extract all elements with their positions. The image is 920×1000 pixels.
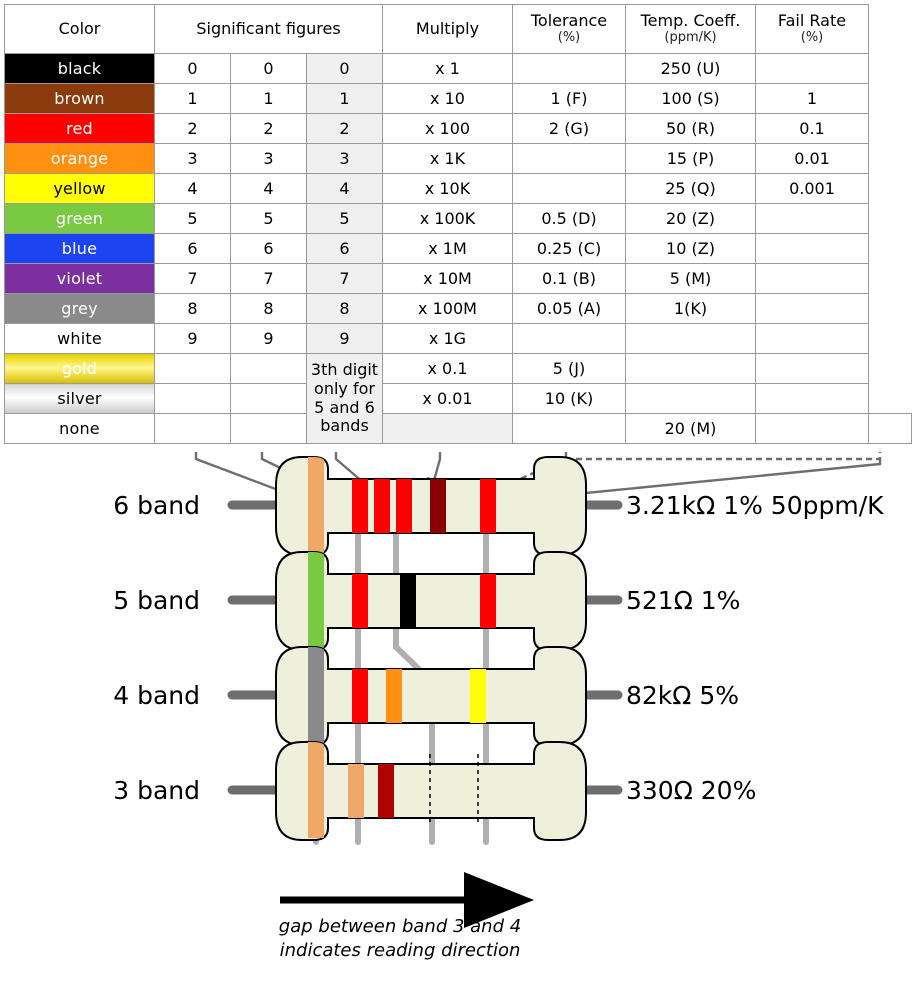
header-temp-coeff: Temp. Coeff. (ppm/K) [626,5,756,54]
resistor-diagram [0,452,920,1000]
digit-3-red: 2 [307,114,383,144]
digit-2-yellow: 4 [231,174,307,204]
temp-coeff-yellow: 25 (Q) [626,174,756,204]
multiply-red: x 100 [383,114,513,144]
color-label: gold [61,359,98,378]
header-temp-coeff-unit: (ppm/K) [664,29,717,45]
color-swatch-red [5,114,155,144]
digit-2-white: 9 [231,324,307,354]
color-swatch-grey [5,294,155,324]
resistor-value-label: 330Ω 20% [626,776,757,805]
color-label: violet [56,269,103,288]
digit-1-orange: 3 [155,144,231,174]
header-fail-rate-unit: (%) [800,29,824,45]
tolerance-yellow [513,174,626,204]
fail-rate-none [869,414,912,444]
fail-rate-violet [756,264,869,294]
multiply-gold: x 0.1 [383,354,513,384]
digit-3-green: 5 [307,204,383,234]
color-label: silver [57,389,102,408]
digit-2-grey: 8 [231,294,307,324]
resistor-value-label: 3.21kΩ 1% 50ppm/K [626,491,884,520]
multiply-grey: x 100M [383,294,513,324]
digit-1-grey: 8 [155,294,231,324]
table-row [5,414,912,444]
digit-2-none [231,414,307,444]
temp-coeff-silver [626,384,756,414]
digit-2-green: 5 [231,204,307,234]
tolerance-blue: 0.25 (C) [513,234,626,264]
color-swatch-green [5,204,155,234]
third-digit-note: 3th digit only for 5 and 6 bands [307,354,383,444]
caption-line-1: gap between band 3 and 4 [278,916,522,937]
resistor-band-count-label: 5 band [113,586,200,615]
digit-2-blue: 6 [231,234,307,264]
header-multiply: Multiply [383,5,513,54]
multiply-none [513,414,626,444]
digit-2-violet: 7 [231,264,307,294]
tolerance-grey: 0.05 (A) [513,294,626,324]
table-row [5,54,912,84]
table-body [5,54,912,444]
fail-rate-white [756,324,869,354]
resistor-4-band [113,647,739,745]
tolerance-brown: 1 (F) [513,84,626,114]
digit-3-grey: 8 [307,294,383,324]
digit-3-black: 0 [307,54,383,84]
fail-rate-silver [756,384,869,414]
digit-2-black: 0 [231,54,307,84]
header-tolerance-unit: (%) [557,29,581,45]
color-label: white [57,329,102,348]
fail-rate-red: 0.1 [756,114,869,144]
color-swatch-yellow [5,174,155,204]
band-1 [308,457,324,553]
table-row [5,114,912,144]
digit-3-brown: 1 [307,84,383,114]
multiply-green: x 100K [383,204,513,234]
tolerance-silver: 10 (K) [513,384,626,414]
table-row [5,204,912,234]
table-row [5,294,912,324]
resistors-group [113,457,884,840]
fail-rate-blue [756,234,869,264]
color-bands [308,742,394,838]
temp-coeff-orange: 15 (P) [626,144,756,174]
tolerance-white [513,324,626,354]
fail-rate-green [756,204,869,234]
header-significant-figures: Significant figures [155,5,383,54]
table-row [5,384,912,414]
color-swatch-orange [5,144,155,174]
digit-2-gold [231,354,307,384]
multiply-brown: x 10 [383,84,513,114]
table-row [5,354,912,384]
color-swatch-brown [5,84,155,114]
temp-coeff-gold [626,354,756,384]
resistor-value-label: 82kΩ 5% [626,681,740,710]
temp-coeff-violet: 5 (M) [626,264,756,294]
color-label: green [55,209,104,228]
color-swatch-blue [5,234,155,264]
color-label: red [66,119,93,138]
temp-coeff-grey: 1(K) [626,294,756,324]
digit-2-brown: 1 [231,84,307,114]
multiply-silver: x 0.01 [383,384,513,414]
digit-2-red: 2 [231,114,307,144]
multiply-orange: x 1K [383,144,513,174]
temp-coeff-white [626,324,756,354]
fail-rate-orange: 0.01 [756,144,869,174]
digit-1-blue: 6 [155,234,231,264]
color-label: grey [61,299,98,318]
temp-coeff-green: 20 (Z) [626,204,756,234]
digit-1-none [155,414,231,444]
digit-3-none [383,414,513,444]
resistor-diagram-svg [0,452,920,1000]
tolerance-violet: 0.1 (B) [513,264,626,294]
color-swatch-none [5,414,155,444]
temp-coeff-red: 50 (R) [626,114,756,144]
multiply-blue: x 1M [383,234,513,264]
temp-coeff-blue: 10 (Z) [626,234,756,264]
band-5 [430,457,446,553]
color-label: blue [61,239,98,258]
digit-3-white: 9 [307,324,383,354]
fail-rate-yellow: 0.001 [756,174,869,204]
tolerance-gold: 5 (J) [513,354,626,384]
color-swatch-white [5,324,155,354]
caption-line-2: indicates reading direction [279,940,521,961]
fail-rate-gold [756,354,869,384]
band-1 [308,552,324,648]
digit-1-yellow: 4 [155,174,231,204]
band-3 [378,742,394,838]
color-label: black [57,59,102,78]
header-tolerance: Tolerance (%) [513,5,626,54]
color-swatch-black [5,54,155,84]
band-1 [308,647,324,743]
resistor-band-count-label: 6 band [113,491,200,520]
digit-1-white: 9 [155,324,231,354]
band-3 [386,647,402,743]
header-fail-rate: Fail Rate (%) [756,5,869,54]
color-label: yellow [53,179,106,198]
fail-rate-grey [756,294,869,324]
digit-3-yellow: 4 [307,174,383,204]
band-3 [374,457,390,553]
table-row [5,234,912,264]
resistor-band-count-label: 3 band [113,776,200,805]
color-label: orange [50,149,109,168]
fail-rate-brown: 1 [756,84,869,114]
header-color: Color [5,5,155,54]
digit-2-silver [231,384,307,414]
table-row [5,174,912,204]
table-row [5,144,912,174]
temp-coeff-black: 250 (U) [626,54,756,84]
digit-1-violet: 7 [155,264,231,294]
temp-coeff-brown: 100 (S) [626,84,756,114]
color-label: brown [54,89,105,108]
digit-1-green: 5 [155,204,231,234]
color-swatch-silver [5,384,155,414]
digit-1-gold [155,354,231,384]
tolerance-none: 20 (M) [626,414,756,444]
digit-1-brown: 1 [155,84,231,114]
color-code-table [4,4,912,444]
tolerance-red: 2 (G) [513,114,626,144]
multiply-white: x 1G [383,324,513,354]
temp-coeff-none [756,414,869,444]
color-swatch-gold [5,354,155,384]
table-row [5,84,912,114]
digit-1-black: 0 [155,54,231,84]
tolerance-orange [513,144,626,174]
fail-rate-black [756,54,869,84]
tolerance-black [513,54,626,84]
color-label: none [59,419,100,438]
arrow-tolerance-branch [566,452,880,459]
digit-3-violet: 7 [307,264,383,294]
resistor-5-band [113,552,740,650]
band-3 [400,552,416,648]
table-row [5,264,912,294]
resistor-band-count-label: 4 band [113,681,200,710]
digit-1-silver [155,384,231,414]
table-row [5,324,912,354]
resistor-value-label: 521Ω 1% [626,586,741,615]
band-1 [308,742,324,838]
color-swatch-violet [5,264,155,294]
table-header-row [5,5,912,54]
multiply-black: x 1 [383,54,513,84]
digit-2-orange: 3 [231,144,307,174]
digit-3-orange: 3 [307,144,383,174]
multiply-violet: x 10M [383,264,513,294]
resistor-color-code-table [4,4,912,444]
multiply-yellow: x 10K [383,174,513,204]
digit-1-red: 2 [155,114,231,144]
digit-3-blue: 6 [307,234,383,264]
tolerance-green: 0.5 (D) [513,204,626,234]
